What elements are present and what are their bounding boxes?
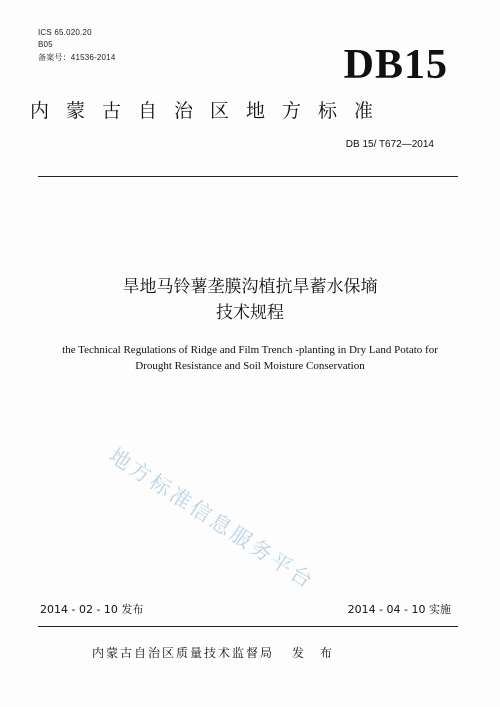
ics-code: ICS 65.020.20 <box>38 28 92 37</box>
title-english-line2: Drought Resistance and Soil Moisture Conservation <box>135 360 365 372</box>
header-divider <box>38 176 458 177</box>
standard-code-logo: DB15 <box>343 42 448 88</box>
classification-code: B05 <box>38 40 53 49</box>
issuing-authority <box>92 644 338 661</box>
implementation-date: 2014 - 04 - 10 实施 <box>347 603 451 616</box>
record-number: 备案号：41536-2014 <box>38 53 116 62</box>
title-chinese-line1: 旱地马铃薯垄膜沟植抗旱蓄水保墒 <box>122 277 378 297</box>
organization-title: 内蒙古自治区地方标准 <box>30 100 391 122</box>
watermark: 地方标准信息服务平台 <box>104 443 320 595</box>
title-chinese-line2: 技术规程 <box>216 303 284 323</box>
footer-divider <box>38 626 458 627</box>
standard-number: DB 15/ T672—2014 <box>345 139 434 150</box>
title-english-line1: the Technical Regulations of Ridge and Film Trench -planting in Dry Land Potato for <box>62 344 438 356</box>
issue-action: 发 布 <box>292 646 338 660</box>
issue-date: 2014 - 02 - 10 发布 <box>40 603 144 616</box>
issuer-name: 内蒙古自治区质量技术监督局 <box>92 646 275 660</box>
